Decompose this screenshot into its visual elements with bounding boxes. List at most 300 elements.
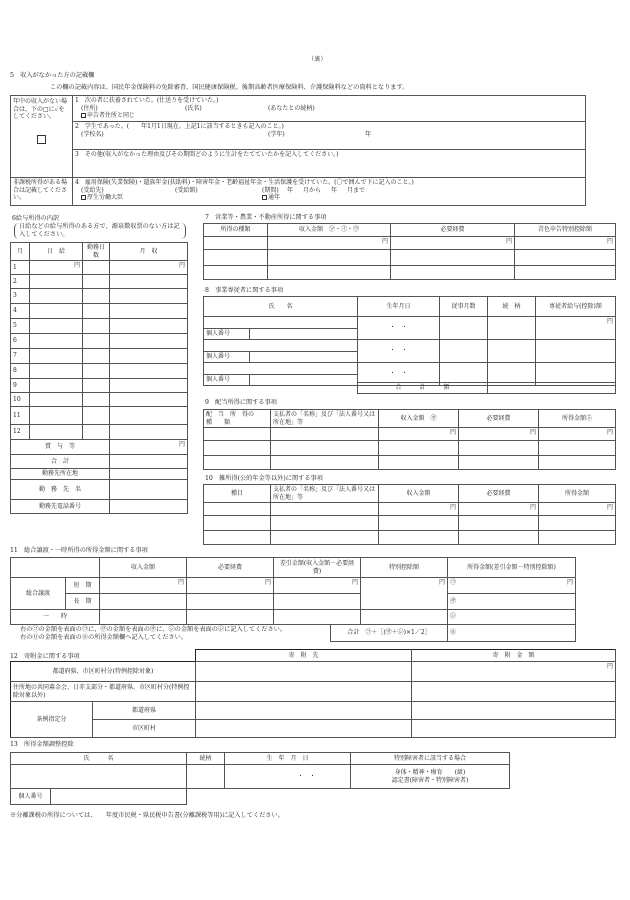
monthly-income-field[interactable] (110, 289, 188, 304)
mark-long: ㋚ (450, 597, 457, 605)
salary-row (11, 425, 188, 440)
mark-temp: ㋛ (450, 613, 457, 621)
monthly-income-field[interactable] (110, 364, 188, 379)
long-net-field[interactable] (274, 594, 361, 610)
salary-row (11, 407, 188, 425)
short-expenses-field[interactable] (187, 578, 274, 594)
mhlw-checkbox[interactable] (81, 195, 86, 200)
misc-type-field[interactable] (204, 503, 271, 516)
birthdate-header: 生年月日 (358, 297, 440, 317)
yen-unit: 円 (606, 238, 613, 245)
monthly-income-field[interactable] (110, 349, 188, 364)
daily-wage-field[interactable] (30, 349, 83, 364)
yen-unit: 円 (178, 262, 185, 269)
employee-row (204, 363, 616, 375)
employee-birthdate-field[interactable]: ・ ・ (358, 340, 440, 363)
all-year-checkbox[interactable] (262, 195, 267, 200)
salary-row (11, 319, 188, 334)
mynumber-label: 個人番号 (204, 329, 250, 340)
item-1-address-label: (住所) (81, 104, 98, 112)
workplace-address-field[interactable] (110, 469, 188, 480)
mynumber-field[interactable] (250, 352, 358, 363)
work-days-field[interactable] (83, 407, 110, 425)
expenses-header: 必要経費 (187, 558, 274, 578)
transfer-income-table (10, 557, 576, 625)
dividend-table (203, 409, 616, 470)
benefit-payer-label: (受給先) (81, 186, 104, 194)
person-name-field[interactable] (11, 765, 187, 789)
salary-row (11, 289, 188, 304)
period-to-year: 年 (331, 186, 338, 194)
work-days-field[interactable] (83, 304, 110, 319)
employee-name-field[interactable] (204, 363, 358, 375)
workplace-name-label: 勤 務 先 名 (11, 480, 110, 500)
blue-deduction-field[interactable] (515, 237, 616, 250)
payer-field[interactable] (271, 531, 379, 545)
monthly-income-field[interactable] (110, 275, 188, 289)
months-worked-header: 従事月数 (440, 297, 488, 317)
temp-expenses-field[interactable] (187, 610, 274, 625)
section-7-title: 7 営業等・農業・不動産所得に関する事項 (205, 214, 327, 221)
section-11-title: 11 総合譲渡・一時所得の所得金額に関する事項 (10, 547, 148, 554)
workplace-tel-field[interactable] (110, 500, 188, 514)
special-disability-header: 特別障害者に該当する場合 (351, 753, 510, 765)
employee-row (204, 317, 616, 329)
section-5-table (10, 95, 586, 206)
month-label: 1 (11, 261, 30, 275)
community-donee-field[interactable] (196, 682, 412, 702)
mynumber-label: 個人番号 (204, 352, 250, 363)
payer-field[interactable] (271, 456, 379, 470)
table-row (204, 441, 616, 456)
salary-row (11, 334, 188, 349)
misc-income-table (203, 484, 616, 545)
month-label: 5 (11, 319, 30, 334)
income-amount-field[interactable] (539, 516, 616, 531)
item-1-title: 1 次の者に扶養されていた。(仕送りを受けていた。) (75, 97, 219, 104)
work-days-field[interactable] (83, 379, 110, 393)
dividend-type-field[interactable] (204, 441, 271, 456)
revenue-field[interactable] (268, 237, 391, 250)
section-9-title: 9 配当所得に関する事項 (205, 399, 277, 406)
month-label: 12 (11, 425, 30, 440)
employee-row (204, 340, 616, 352)
revenue-header: 収入金額 ㋔ (379, 410, 459, 428)
mynumber-label: 個人番号 (11, 789, 51, 805)
employee-total-label: 合 計 額 (358, 383, 488, 394)
payer-header: 支払者の「名称」及び「法人番号又は所在地」等 (271, 410, 379, 428)
temporary-label: 一 時 (11, 610, 100, 625)
disability-certificate: 認定書(障害者・特別障害者) (391, 776, 469, 784)
section-8-title: 8 事業専従者に関する事項 (205, 287, 284, 294)
employee-birthdate-field[interactable]: ・ ・ (358, 317, 440, 340)
transfer-note-1: 右の㋙の金額を表面の㋙に、㋚の金額を表面の㋚に、㋛の金額を表面の㋛に記入してください。 (20, 626, 287, 633)
income-amount-header: 所得金額(差引金額－特別控除額) (448, 558, 576, 578)
adjustment-mynumber-table (10, 788, 187, 805)
yen-unit: 円 (505, 238, 512, 245)
employee-months-field[interactable] (440, 340, 488, 363)
payer-field[interactable] (271, 516, 379, 531)
revenue-field[interactable] (379, 428, 459, 441)
salary-row (11, 364, 188, 379)
payer-field[interactable] (271, 428, 379, 441)
income-amount-field[interactable] (539, 428, 616, 441)
community-chest-label: 住所地の共同募金会、日赤支部分・都道府県、市区町村分(特例控除対象以外) (11, 682, 196, 702)
misc-type-field[interactable] (204, 516, 271, 531)
table-row (204, 531, 616, 545)
mynumber-label: 個人番号 (204, 375, 250, 386)
yen-unit: 円 (351, 579, 358, 586)
yen-unit: 円 (177, 579, 184, 586)
workplace-address-label: 勤務先所在地 (11, 469, 110, 480)
payer-header: 支払者の「名称」及び「法人番号又は所在地」等 (271, 485, 379, 503)
item-4-title: 4 雇用保険(失業保険)・遺族年金(扶助料)・障害年金・老齢福祉年金・生活保護を受けていた。(〇で囲んで下に記入のこと。) (75, 179, 414, 186)
yen-unit: 円 (264, 579, 271, 586)
same-address-checkbox[interactable] (81, 113, 86, 118)
expenses-header: 必要経費 (391, 224, 515, 237)
prefecture-donee-field[interactable] (196, 702, 412, 720)
all-year-label: 通年 (268, 193, 281, 201)
ordinance-label: 条例指定分 (11, 702, 93, 738)
person-birthdate-field[interactable]: ・ ・ (225, 765, 351, 789)
mark-total: ⑪ (450, 629, 457, 637)
work-days-field[interactable] (83, 319, 110, 334)
blue-deduction-header: 青色申告特別控除額 (515, 224, 616, 237)
month-label: 3 (11, 289, 30, 304)
daily-wage-field[interactable] (30, 289, 83, 304)
employee-salary-header: 専従者給与(控除)額 (536, 297, 616, 317)
item-2-cell (73, 122, 586, 150)
expenses-header: 必要経費 (459, 485, 539, 503)
short-net-field[interactable] (274, 578, 361, 594)
expenses-header: 必要経費 (459, 410, 539, 428)
benefit-period-label: (期間) (262, 186, 279, 194)
work-days-field[interactable] (83, 289, 110, 304)
monthly-income-field[interactable] (110, 425, 188, 440)
employee-salary-field[interactable] (536, 317, 616, 340)
dividend-type-field[interactable] (204, 456, 271, 470)
month-label: 8 (11, 364, 30, 379)
family-employee-table (203, 296, 616, 386)
blue-deduction-field[interactable] (515, 250, 616, 266)
total-label: 合 計 (11, 455, 110, 469)
salary-row (11, 261, 188, 275)
yen-unit: 円 (178, 441, 185, 448)
yen-unit: 円 (566, 579, 573, 586)
expenses-field[interactable] (459, 456, 539, 470)
employee-months-field[interactable] (440, 317, 488, 340)
bonus-label: 賞 与 等 (11, 440, 110, 455)
daily-wage-field[interactable] (30, 319, 83, 334)
short-income-field[interactable] (448, 578, 576, 594)
expenses-field[interactable] (459, 428, 539, 441)
yen-unit: 円 (449, 504, 456, 511)
monthly-income-field[interactable] (110, 304, 188, 319)
temp-deduction-field[interactable] (361, 610, 448, 625)
yen-unit: 円 (449, 429, 456, 436)
daily-wage-field[interactable] (30, 364, 83, 379)
section-13-title: 13 所得金額調整控除 (10, 741, 74, 748)
employee-relation-field[interactable] (488, 340, 536, 363)
monthly-income-header: 月 収 (110, 243, 188, 261)
workplace-name-field[interactable] (110, 480, 188, 500)
revenue-field[interactable] (268, 250, 391, 266)
monthly-income-field[interactable] (110, 393, 188, 407)
employee-relation-field[interactable] (488, 317, 536, 340)
income-amount-field[interactable] (539, 456, 616, 470)
general-transfer-label: 総合譲渡 (11, 578, 66, 610)
expenses-field[interactable] (391, 250, 515, 266)
blue-deduction-field[interactable] (515, 266, 616, 280)
period-from-year: 年 (287, 186, 294, 194)
monthly-income-field[interactable] (110, 319, 188, 334)
city-label: 市区町村 (93, 720, 196, 738)
revenue-field[interactable] (379, 503, 459, 516)
monthly-income-field[interactable] (110, 407, 188, 425)
income-type-field[interactable] (204, 266, 268, 280)
yen-unit: 円 (606, 429, 613, 436)
community-amount-field[interactable] (412, 682, 616, 702)
period-from-month: 月から (303, 186, 322, 194)
long-expenses-field[interactable] (187, 594, 274, 610)
expenses-field[interactable] (391, 266, 515, 280)
short-term-label: 短 期 (66, 578, 100, 594)
salary-row (11, 379, 188, 393)
month-label: 6 (11, 334, 30, 349)
income-amount-field[interactable] (539, 531, 616, 545)
same-address-option[interactable] (75, 112, 583, 120)
item-4-cell (73, 178, 586, 206)
work-days-field[interactable] (83, 349, 110, 364)
no-income-instruction: 年中の収入がない場合は、下の□に✓をしてください。 (13, 98, 68, 120)
city-amount-field[interactable] (412, 720, 616, 738)
section-12-title: 12 寄附金に関する事項 (10, 653, 80, 660)
adjustment-deduction-table (10, 752, 510, 789)
yen-unit: 円 (606, 663, 613, 670)
income-amount-header: 所得金額⑤ (539, 410, 616, 428)
temp-income-field[interactable] (448, 610, 576, 625)
mynumber-field[interactable] (250, 329, 358, 340)
item-1-relation-label: (あなたとの続柄) (268, 104, 315, 112)
yen-unit: 円 (73, 262, 80, 269)
revenue-field[interactable] (268, 266, 391, 280)
work-days-field[interactable] (83, 261, 110, 275)
work-days-field[interactable] (83, 275, 110, 289)
salary-row (11, 275, 188, 289)
short-revenue-field[interactable] (100, 578, 187, 594)
table-row (204, 503, 616, 516)
month-label: 7 (11, 349, 30, 364)
work-days-field[interactable] (83, 393, 110, 407)
daily-wage-field[interactable] (30, 425, 83, 440)
payer-field[interactable] (271, 503, 379, 516)
item-3-title: 3 その他(収入がなかった理由及びその期間どのように生計をたてていたかを記入してください。) (75, 151, 339, 158)
salary-row (11, 349, 188, 364)
month-label: 4 (11, 304, 30, 319)
salary-table (10, 242, 188, 514)
month-label: 9 (11, 379, 30, 393)
mark-short: ㋙ (450, 579, 457, 586)
local-gov-amount-field[interactable] (412, 662, 616, 682)
daily-wage-field[interactable] (30, 304, 83, 319)
long-term-label: 長 期 (66, 594, 100, 610)
section-6-title: 6給与所得の内訳 (12, 215, 60, 222)
employee-name-field[interactable] (204, 340, 358, 352)
mynumber-field[interactable] (51, 789, 187, 805)
misc-type-header: 種目 (204, 485, 271, 503)
mhlw-label: 厚生労働大臣 (87, 193, 124, 201)
city-donee-field[interactable] (196, 720, 412, 738)
disability-cell[interactable] (351, 765, 510, 789)
family-employee-total (357, 382, 616, 394)
expenses-field[interactable] (459, 516, 539, 531)
temp-revenue-field[interactable] (100, 610, 187, 625)
revenue-field[interactable] (379, 516, 459, 531)
yen-unit: 円 (606, 318, 613, 325)
grade-label: (学年) (268, 130, 285, 138)
expenses-field[interactable] (391, 237, 515, 250)
income-amount-field[interactable] (539, 503, 616, 516)
expenses-field[interactable] (459, 441, 539, 456)
period-to-month: 月まで (347, 186, 366, 194)
income-amount-header: 所得金額 (539, 485, 616, 503)
long-income-field[interactable] (448, 594, 576, 610)
local-gov-donee-field[interactable] (196, 662, 412, 682)
daily-wage-field[interactable] (30, 275, 83, 289)
daily-wage-field[interactable] (30, 407, 83, 425)
temp-net-field[interactable] (274, 610, 361, 625)
employee-name-field[interactable] (204, 317, 358, 329)
page-side-label: （裏） (308, 56, 327, 63)
mynumber-field[interactable] (250, 375, 358, 386)
income-type-header: 所得の種類 (204, 224, 268, 237)
workplace-tel-label: 勤務先電話番号 (11, 500, 110, 514)
table-row (204, 456, 616, 470)
daily-wage-field[interactable] (30, 334, 83, 349)
relation-header: 続柄 (187, 753, 225, 765)
month-label: 2 (11, 275, 30, 289)
yen-unit: 円 (438, 579, 445, 586)
employee-name-header: 氏 名 (204, 297, 358, 317)
yen-unit: 円 (529, 429, 536, 436)
donee-header: 寄 附 先 (196, 650, 412, 662)
special-deduction-field[interactable] (361, 578, 448, 610)
daily-wage-field[interactable] (30, 379, 83, 393)
income-type-field[interactable] (204, 237, 268, 250)
blank-header (11, 558, 100, 578)
business-income-table (203, 223, 616, 280)
total-field[interactable] (110, 455, 188, 469)
transfer-total-table (330, 624, 576, 642)
item-3-cell (73, 150, 586, 178)
table-row (204, 428, 616, 441)
birthdate-header: 生 年 月 日 (225, 753, 351, 765)
month-label: 11 (11, 407, 30, 425)
work-days-field[interactable] (83, 334, 110, 349)
mhlw-option[interactable] (81, 194, 123, 202)
all-year-option[interactable] (262, 194, 280, 202)
expenses-field[interactable] (459, 531, 539, 545)
expenses-field[interactable] (459, 503, 539, 516)
work-days-field[interactable] (83, 364, 110, 379)
school-name-label: (学校名) (81, 130, 104, 138)
name-header: 氏 名 (11, 753, 187, 765)
separate-taxation-note: ※分離課税の所得については、 年度市民税・県民税申告書(分離課税等用)に記入してください。 (10, 812, 284, 819)
item-2-title: 2 学生であった。( 年1月1日現在。上記1に該当するときも記入のこと。) (75, 123, 284, 130)
transfer-total-field[interactable] (448, 625, 576, 642)
non-taxable-cell (11, 178, 73, 206)
disability-type: 身体・精神・療育 (級) (394, 769, 466, 776)
employee-salary-field[interactable] (536, 340, 616, 363)
yen-unit: 円 (529, 504, 536, 511)
transfer-note-2: 右の⑪の金額を表面の⑪の所得金額欄へ記入してください。 (20, 634, 188, 641)
section-5-note: この欄の記載内容は、国民年金保険料の免除審査、国民健康保険税、後期高齢者医療保険料、介護保険料などの資料となります。 (50, 84, 409, 91)
monthly-income-field[interactable] (110, 334, 188, 349)
monthly-income-field[interactable] (110, 379, 188, 393)
prefecture-amount-field[interactable] (412, 702, 616, 720)
section-5-title: 5 収入がなかった方の記載欄 (10, 72, 95, 79)
special-deduction-header: 特別控除額 (361, 558, 448, 578)
item-1-cell (73, 96, 586, 122)
section-6-note: 日給などの給与所得のある方で、源泉徴収票のない方は記入してください。 (14, 223, 186, 239)
payer-field[interactable] (271, 441, 379, 456)
daily-wage-field[interactable] (30, 393, 83, 407)
yen-unit: 円 (606, 504, 613, 511)
blank-header (11, 650, 196, 662)
salary-row (11, 393, 188, 407)
revenue-header: 収入金額 (379, 485, 459, 503)
income-type-field[interactable] (204, 250, 268, 266)
bonus-field[interactable] (110, 440, 188, 455)
salary-row (11, 304, 188, 319)
daily-wage-header: 日 給 (30, 243, 83, 261)
relation-header: 続 柄 (488, 297, 536, 317)
month-header: 月 (11, 243, 30, 261)
daily-wage-field[interactable] (30, 261, 83, 275)
donation-amount-header: 寄 附 金 額 (412, 650, 616, 662)
work-days-header: 勤務日数 (83, 243, 110, 261)
dividend-type-field[interactable] (204, 428, 271, 441)
revenue-field[interactable] (379, 531, 459, 545)
non-taxable-instruction: 非課税所得がある場合は記載してください。 (13, 179, 68, 201)
benefit-amount-label: (受給額) (175, 186, 198, 194)
employee-total-field[interactable] (488, 383, 616, 394)
revenue-field[interactable] (379, 456, 459, 470)
revenue-header: 収入金額 ㋐・㋑・㋒ (268, 224, 391, 237)
donation-table (10, 649, 616, 738)
no-income-checkbox[interactable] (37, 135, 46, 144)
item-1-name-label: (氏名) (185, 104, 202, 112)
monthly-income-field[interactable] (110, 261, 188, 275)
prefecture-label: 都道府県 (93, 702, 196, 720)
section-10-title: 10 雑所得(公的年金等以外)に関する事項 (205, 475, 323, 482)
yen-unit: 円 (381, 238, 388, 245)
net-amount-header: 差引金額(収入金額－必要経費) (274, 558, 361, 578)
local-gov-label: 都道府県、市区町村分(特例控除対象) (11, 662, 196, 682)
revenue-header: 収入金額 (100, 558, 187, 578)
employee-birthdate-field[interactable]: ・ ・ (358, 363, 440, 386)
long-revenue-field[interactable] (100, 594, 187, 610)
misc-type-field[interactable] (204, 531, 271, 545)
person-relation-field[interactable] (187, 765, 225, 789)
month-label: 10 (11, 393, 30, 407)
dividend-type-header: 配 当 所 得の 種 類 (204, 410, 271, 428)
income-amount-field[interactable] (539, 441, 616, 456)
revenue-field[interactable] (379, 441, 459, 456)
table-row (204, 516, 616, 531)
no-income-cell (11, 96, 73, 178)
work-days-field[interactable] (83, 425, 110, 440)
